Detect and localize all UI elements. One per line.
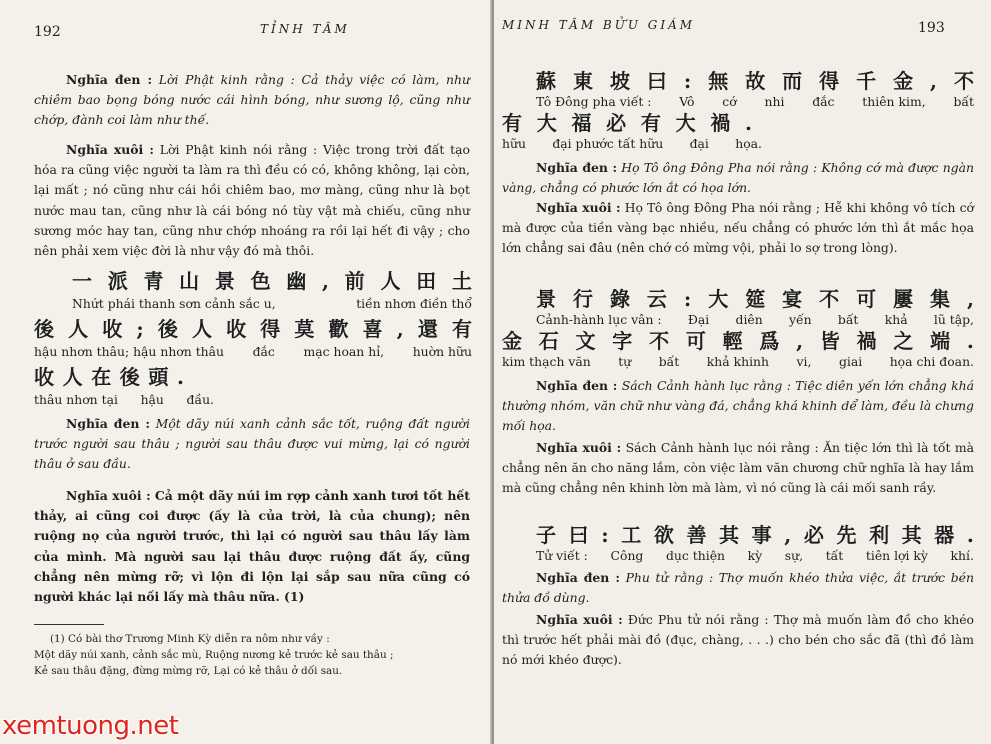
han-char: 得	[819, 69, 840, 93]
han-char: 人	[68, 317, 89, 341]
han-char: 派	[107, 269, 128, 293]
han-char: 禍	[856, 329, 877, 353]
han-char: 收	[34, 365, 54, 389]
han-char: 喜	[362, 317, 383, 341]
transliteration-word: đại	[689, 136, 709, 151]
han-char: :	[683, 287, 692, 311]
han-char: 千	[856, 69, 877, 93]
han-char: 收	[102, 317, 123, 341]
b1-nghia-xuoi: Nghĩa xuôi : Họ Tô ông Đông Pha nói rằng ; Hễ khi không vô tích cớ mà được của tiền vàng bạc nhiều, nếu chẳng có phước lớn thì ắt mắc họa lớn chẳng sai đâu (nên chớ có mừng vội, phải lo sợ trong lòng).	[502, 200, 974, 256]
transliteration-word: Tô Đông pha viết :	[536, 94, 652, 109]
transliteration-word: kim thạch văn	[502, 354, 591, 369]
han-char: 還	[417, 317, 438, 341]
transliteration-word: thiên kim,	[862, 94, 926, 109]
transliteration-word: nhi	[764, 94, 785, 109]
han-char: 故	[745, 69, 766, 93]
han-char: 頭	[148, 365, 169, 389]
han-char: 後	[119, 365, 140, 389]
transliteration-word: họa.	[735, 136, 762, 151]
han-char: ,	[967, 287, 974, 311]
b1-han-line-2	[502, 112, 752, 134]
b2-han-line-2	[502, 330, 974, 352]
han-char: 坡	[609, 69, 630, 93]
transliteration-line-1	[72, 296, 472, 312]
han-char: 人	[192, 317, 213, 341]
left-page	[0, 0, 492, 744]
transliteration-word: họa chi đoan.	[889, 354, 974, 369]
transliteration-word: khả	[884, 312, 908, 327]
han-char: ,	[930, 69, 938, 93]
han-char: ,	[796, 329, 804, 353]
han-char: 事	[751, 523, 772, 547]
transliteration-word: Tử viết :	[536, 548, 588, 563]
transliteration-word: sự,	[784, 548, 804, 563]
han-char: 大	[675, 111, 696, 135]
han-char: 其	[901, 523, 922, 547]
han-char: 一	[72, 269, 92, 293]
transliteration-word: tiên lợi kỳ	[865, 548, 928, 563]
transliteration-word: bất	[837, 312, 859, 327]
han-char: .	[966, 329, 974, 353]
transliteration-word: hậu	[140, 392, 164, 407]
han-char: 器	[934, 523, 955, 547]
transliteration-word: vi,	[796, 354, 812, 369]
han-char: 東	[572, 69, 593, 93]
right-page	[494, 0, 991, 744]
han-char: 爲	[759, 329, 780, 353]
han-char: 之	[893, 329, 914, 353]
b3-nghia-xuoi: Nghĩa xuôi : Đức Phu tử nói rằng : Thợ mà muốn làm đồ cho khéo thì trước hết phải mài đồ (đục, chàng, . . .) cho bén cho sắc đã (thì đồ làm nó mới khéo được).	[502, 612, 974, 668]
han-char: 土	[451, 269, 472, 293]
transliteration-word: huờn hữu	[412, 344, 472, 359]
transliteration-word: tự	[618, 354, 632, 369]
han-char: 青	[143, 269, 164, 293]
han-char: 莫	[294, 317, 315, 341]
han-char: 無	[708, 69, 729, 93]
han-char: 必	[606, 111, 627, 135]
b2-nghia-den: Nghĩa đen : Sách Cảnh hành lục rằng : Tiệc diên yến lớn chẳng khá thường nhóm, văn chữ như vàng đá, chẳng khá khinh dể làm, đều là chưng mối họa.	[502, 378, 974, 434]
han-char: 人	[62, 365, 83, 389]
b3-han-line-1	[536, 524, 974, 546]
transliteration-word: khả khinh	[706, 354, 769, 369]
han-char: 集	[930, 287, 951, 311]
right-running-head: MINH TÂM BỬU GIÁM	[502, 18, 696, 32]
transliteration-word: mạc hoan hỉ,	[303, 344, 385, 359]
han-char: 子	[536, 523, 556, 547]
han-char: 金	[893, 69, 914, 93]
han-char: 大	[708, 287, 729, 311]
transliteration-line-2	[34, 344, 472, 360]
han-char: ,	[396, 317, 404, 341]
b1-transliteration-line-1	[536, 94, 974, 110]
left-running-head: TỈNH TÂM	[260, 22, 350, 36]
han-char: 欲	[653, 523, 674, 547]
left-p2: Nghĩa xuôi : Lời Phật kinh nói rằng : Việc trong trời đất tạo hóa ra cũng việc người ta làm ra thì đều có có, không không, lại còn, lại mất ; nó cũng như cái hồi chiêm bao, mơ màng, cũng như là bọt nước mau tan, cũng như là cái bóng nó tùy vật mà chiếu, cũng như sương móc hay tan, cũng như chớp nhoáng ra rồi lại hết đi vậy ; cho nên phải xem việc đời là như vậy đó mà thôi.	[34, 142, 470, 259]
transliteration-word: đầu.	[186, 392, 214, 407]
han-char: :	[601, 523, 609, 547]
han-char: 宴	[782, 287, 803, 311]
left-p1: Nghĩa đen : Lời Phật kinh rằng : Cả thảy việc có làm, như chiêm bao bọng bóng nước cái hình bóng, như sương lộ, cũng như chớp, đành coi làm như thế.	[34, 72, 470, 128]
han-char: 皆	[819, 329, 840, 353]
han-char: .	[745, 111, 752, 135]
transliteration-word: tất	[825, 548, 844, 563]
b2-nghia-xuoi: Nghĩa xuôi : Sách Cảnh hành lục nói rằng : Ăn tiệc lớn thì là tốt mà chẳng nên ăn cho năng lắm, còn việc làm văn chương chữ nghĩa là hay lắm mà cũng chẳng nên khinh lờn mà làm, vì nó cũng là cái mối sanh rầy.	[502, 440, 974, 496]
han-char: 可	[685, 329, 706, 353]
transliteration-word: yến	[789, 312, 812, 327]
han-line-2	[34, 318, 472, 340]
transliteration-word: hữu	[502, 136, 526, 151]
han-char: 不	[819, 287, 840, 311]
han-char: 禍	[710, 111, 731, 135]
transliteration-word: giai	[838, 354, 863, 369]
han-char: 幽	[286, 269, 307, 293]
transliteration-word: đắc	[812, 94, 835, 109]
han-char: 善	[686, 523, 707, 547]
footnote-line-3: Kẻ sau thâu đặng, đừng mừng rỡ, Lại có kẻ thâu ở dối sau.	[34, 665, 343, 677]
han-line-1	[72, 270, 472, 292]
han-line-3	[34, 366, 184, 388]
han-char: 利	[869, 523, 890, 547]
han-char: 錄	[609, 287, 630, 311]
transliteration-word: kỳ	[747, 548, 763, 563]
transliteration-word: bất	[953, 94, 974, 109]
han-char: 先	[836, 523, 857, 547]
transliteration-word: thâu nhơn tại	[34, 392, 118, 407]
han-char: 必	[803, 523, 824, 547]
left-p3: Nghĩa đen : Một dãy núi xanh cảnh sắc tốt, ruộng đất người trước người sau thâu ; người sau thâu được vui mừng, lại có người thâu ở sau đầu.	[34, 416, 470, 472]
han-char: 可	[856, 287, 877, 311]
han-char: 田	[416, 269, 437, 293]
b2-transliteration-line-2	[502, 354, 974, 370]
b2-transliteration-line-1	[536, 312, 974, 328]
b3-nghia-den: Nghĩa đen : Phu tử rằng : Thợ muốn khéo thửa việc, ắt trước bén thửa đồ dùng.	[502, 570, 974, 606]
han-char: 色	[250, 269, 271, 293]
han-char: 山	[179, 269, 200, 293]
han-char: 收	[226, 317, 247, 341]
han-char: 屢	[893, 287, 914, 311]
han-char: 歡	[328, 317, 349, 341]
b1-transliteration-line-2	[502, 136, 762, 152]
han-char: 筵	[745, 287, 766, 311]
transliteration-word: bất	[658, 354, 680, 369]
han-char: 有	[502, 111, 522, 135]
han-char: 工	[621, 523, 642, 547]
site-watermark: xemtuong.net	[2, 711, 179, 741]
b1-han-line-1	[536, 70, 974, 92]
han-char: 後	[157, 317, 178, 341]
han-char: ;	[136, 317, 144, 341]
han-char: ,	[784, 523, 792, 547]
han-char: 行	[572, 287, 593, 311]
han-char: 得	[260, 317, 281, 341]
transliteration-word: cớ	[722, 94, 737, 109]
transliteration-word: diên	[735, 312, 763, 327]
transliteration-word: Đại	[687, 312, 710, 327]
transliteration-word: Công	[610, 548, 644, 563]
han-char: 云	[646, 287, 667, 311]
left-page-number: 192	[34, 24, 61, 40]
footnote-line-2: Một dãy núi xanh, cảnh sắc mù, Ruộng nương kẻ trước kẻ sau thâu ;	[34, 649, 394, 661]
transliteration-word: lũ tập,	[933, 312, 974, 327]
han-char: :	[683, 69, 692, 93]
han-char: 不	[953, 69, 974, 93]
han-char: 在	[91, 365, 112, 389]
right-page-number: 193	[918, 20, 945, 36]
transliteration-word: đắc	[252, 344, 275, 359]
transliteration-line-3	[34, 392, 214, 408]
han-char: 而	[782, 69, 803, 93]
han-char: 大	[536, 111, 557, 135]
han-char: 曰	[568, 523, 589, 547]
han-char: 後	[34, 317, 54, 341]
han-char: .	[176, 365, 184, 389]
han-char: 字	[612, 329, 633, 353]
transliteration-word: đại phước tất hữu	[552, 136, 664, 151]
han-char: 福	[571, 111, 592, 135]
han-char: 曰	[646, 69, 667, 93]
han-char: 端	[930, 329, 951, 353]
transliteration-word: Vô	[679, 94, 695, 109]
transliteration-word: Nhứt phái thanh sơn cảnh sắc u,	[72, 296, 276, 311]
b3-transliteration-line-1	[536, 548, 974, 564]
transliteration-word: tiền nhơn điền thổ	[356, 296, 472, 311]
han-char: 文	[575, 329, 596, 353]
han-char: 前	[344, 269, 365, 293]
footnote-rule	[34, 624, 104, 625]
han-char: 人	[380, 269, 401, 293]
footnote-line-1: (1) Có bài thơ Trương Minh Kỳ diễn ra nôm như vầy :	[50, 633, 330, 645]
han-char: 景	[536, 287, 556, 311]
han-char: 其	[719, 523, 740, 547]
han-char: 金	[502, 329, 522, 353]
transliteration-word: khí.	[950, 548, 974, 563]
han-char: .	[966, 523, 974, 547]
han-char: 不	[649, 329, 670, 353]
b2-han-line-1	[536, 288, 974, 310]
transliteration-word: Cảnh-hành lục vân :	[536, 312, 662, 327]
han-char: 有	[451, 317, 472, 341]
han-char: 石	[538, 329, 559, 353]
han-char: 輕	[722, 329, 743, 353]
transliteration-word: hậu nhơn thâu; hậu nhơn thâu	[34, 344, 225, 359]
han-char: 景	[214, 269, 235, 293]
han-char: 蘇	[536, 69, 556, 93]
left-p4: Nghĩa xuôi : Cả một dãy núi im rợp cảnh xanh tươi tốt hết thảy, ai cũng coi được (ấy là của trời, là của chung); nên ruộng nọ của người trước, thì lại có người sau thâu lấy làm của mình. Mà người sau lại thâu được ruộng đất ấy, cũng chẳng nên mừng rỡ; vì lộn đi lộn lại sắp sau nữa cũng có người khác lại nối lấy mà thâu nữa. (1)	[34, 488, 470, 605]
transliteration-word: dục thiện	[665, 548, 726, 563]
b1-nghia-den: Nghĩa đen : Họ Tô ông Đông Pha nói rằng : Không cớ mà được ngàn vàng, chẳng có phước lớn ắt có họa lớn.	[502, 160, 974, 196]
han-char: ,	[322, 269, 329, 293]
han-char: 有	[640, 111, 661, 135]
